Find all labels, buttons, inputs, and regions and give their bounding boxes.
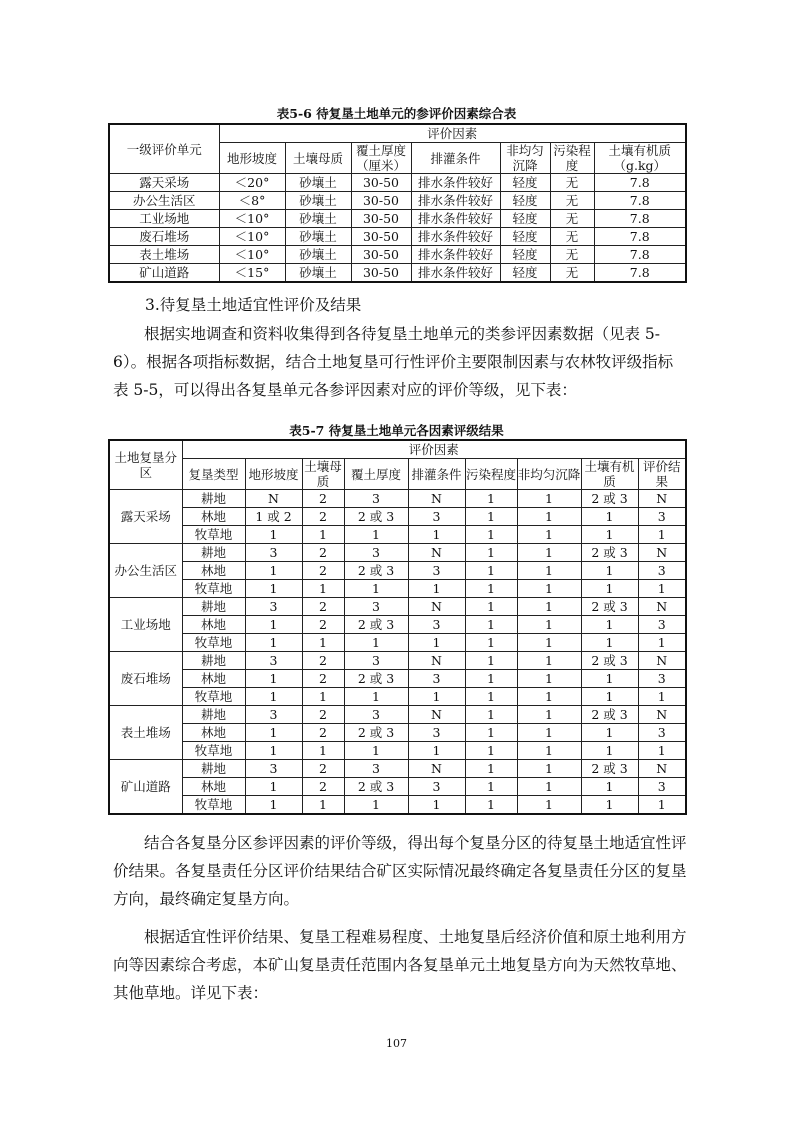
header-col-5: 污染程度 (550, 143, 594, 174)
table-cell: ＜10° (219, 210, 285, 228)
zone-name-cell: 办公生活区 (109, 544, 182, 598)
table-cell: 1 (465, 598, 517, 616)
table-cell: 无 (550, 264, 594, 283)
table-cell: ＜10° (219, 228, 285, 246)
table-cell: 3 (408, 778, 465, 796)
table-cell: 2 或 3 (344, 562, 408, 580)
table-cell: N (408, 760, 465, 778)
table-cell: 7.8 (594, 246, 686, 264)
table-cell: 3 (344, 544, 408, 562)
table-cell: 2 (302, 724, 344, 742)
table-cell: 砂壤土 (285, 210, 351, 228)
table-cell: 1 (638, 526, 686, 544)
table-cell: 林地 (182, 778, 245, 796)
header-col-6: 土壤有机质（g.kg） (594, 143, 686, 174)
table-cell: 30-50 (351, 228, 411, 246)
table-cell: 砂壤土 (285, 264, 351, 283)
table-cell: ＜8° (219, 192, 285, 210)
table-cell: 表土堆场 (109, 246, 219, 264)
table-cell: 1 (517, 598, 581, 616)
table-cell: 1 (465, 544, 517, 562)
table-cell: 1 (581, 580, 638, 598)
table-cell: 1 (344, 796, 408, 815)
table-cell: 1 (581, 742, 638, 760)
table-cell: 2 或 3 (581, 706, 638, 724)
table-cell: 2 或 3 (581, 544, 638, 562)
table-cell: 1 (517, 490, 581, 508)
table-cell: N (638, 490, 686, 508)
table-row (109, 598, 686, 616)
table-cell: 1 (465, 526, 517, 544)
table57-caption: 表5-7 待复垦土地单元各因素评级结果 (289, 423, 504, 438)
table-cell: 无 (550, 246, 594, 264)
table-cell: N (638, 544, 686, 562)
table-cell: 1 (638, 580, 686, 598)
table-cell: 30-50 (351, 210, 411, 228)
table-cell: 1 (344, 634, 408, 652)
table-cell: 2 或 3 (581, 652, 638, 670)
table-cell: 1 (302, 742, 344, 760)
table-cell: 耕地 (182, 490, 245, 508)
table-row (109, 652, 686, 670)
table-cell: 1 (638, 796, 686, 815)
table-cell: ＜10° (219, 246, 285, 264)
table-row (109, 616, 686, 634)
header-col-2: 覆土厚度（厘米） (351, 143, 411, 174)
table-cell: 牧草地 (182, 742, 245, 760)
table-cell: 1 (302, 526, 344, 544)
table-cell: 1 (581, 562, 638, 580)
table-cell: 砂壤土 (285, 192, 351, 210)
table-cell: 轻度 (500, 210, 550, 228)
table-cell: 排水条件较好 (411, 264, 500, 283)
table-cell: 1 (408, 796, 465, 815)
table-cell: N (638, 706, 686, 724)
table-cell: 3 (638, 778, 686, 796)
table-cell: 1 (581, 778, 638, 796)
table-cell: 林地 (182, 562, 245, 580)
table-cell: 2 或 3 (344, 670, 408, 688)
header-zone: 土地复垦分区 (109, 440, 182, 490)
table-cell: 1 (517, 724, 581, 742)
table-cell: 1 (638, 688, 686, 706)
table-cell: 牧草地 (182, 634, 245, 652)
table-cell: 1 (581, 616, 638, 634)
table-cell: 7.8 (594, 174, 686, 192)
header-col-3: 排灌条件 (411, 143, 500, 174)
table-cell: 林地 (182, 670, 245, 688)
table-cell: 7.8 (594, 228, 686, 246)
table-cell: 1 (344, 580, 408, 598)
table-cell: 3 (245, 598, 302, 616)
table-cell: 2 (302, 544, 344, 562)
table-cell: 排水条件较好 (411, 246, 500, 264)
table-cell: 1 (517, 526, 581, 544)
table-5-6 (108, 123, 687, 283)
table-row (109, 778, 686, 796)
header-col-2: 土壤母质 (302, 459, 344, 490)
table-cell: 1 (517, 544, 581, 562)
table-cell: 7.8 (594, 264, 686, 283)
zone-name-cell: 工业场地 (109, 598, 182, 652)
table-cell: 3 (638, 508, 686, 526)
table-cell: 7.8 (594, 210, 686, 228)
table-cell: 1 (517, 706, 581, 724)
table-cell: 耕地 (182, 706, 245, 724)
table-cell: 1 (465, 796, 517, 815)
table-cell: 1 (517, 760, 581, 778)
table-cell: 无 (550, 192, 594, 210)
table-cell: 3 (245, 706, 302, 724)
header-col-3: 覆土厚度 (344, 459, 408, 490)
table-cell: 废石堆场 (109, 228, 219, 246)
table-cell: 3 (408, 508, 465, 526)
table-cell: 1 (517, 616, 581, 634)
table-cell: 1 (581, 508, 638, 526)
table-cell: 1 (465, 562, 517, 580)
table-cell: 1 (638, 742, 686, 760)
table-cell: 30-50 (351, 246, 411, 264)
table-cell: 1 (245, 724, 302, 742)
table-cell: 1 (517, 508, 581, 526)
table-cell: 1 (302, 688, 344, 706)
table-cell: ＜20° (219, 174, 285, 192)
table-cell: 3 (638, 616, 686, 634)
table-cell: 轻度 (500, 264, 550, 283)
table-row (109, 580, 686, 598)
table-cell: 3 (344, 490, 408, 508)
table-cell: 2 或 3 (344, 778, 408, 796)
table-cell: 3 (408, 724, 465, 742)
table-cell: 2 (302, 508, 344, 526)
table-cell: 轻度 (500, 192, 550, 210)
table-row (109, 192, 686, 210)
table-cell: 1 (581, 634, 638, 652)
table-cell: 耕地 (182, 598, 245, 616)
table-cell: 1 (245, 742, 302, 760)
table-cell: 1 (465, 688, 517, 706)
table-cell: 2 (302, 652, 344, 670)
table-cell: 2 (302, 760, 344, 778)
paragraph-3: 根据适宜性评价结果、复垦工程难易程度、土地复垦后经济价值和原土地利用方向等因素综合考虑，本矿山复垦责任范围内各复垦单元土地复垦方向为天然牧草地、其他草地。详见下表： (113, 928, 687, 1002)
table-cell: 30-50 (351, 174, 411, 192)
table-cell: 林地 (182, 508, 245, 526)
table-cell: 牧草地 (182, 580, 245, 598)
table-cell: 1 (245, 796, 302, 815)
table-cell: 3 (638, 562, 686, 580)
zone-name-cell: 表土堆场 (109, 706, 182, 760)
table-cell: 1 (408, 580, 465, 598)
table-cell: 1 (465, 490, 517, 508)
table-cell: 1 (245, 688, 302, 706)
table-cell: 2 (302, 490, 344, 508)
zone-name-cell: 废石堆场 (109, 652, 182, 706)
table-row (109, 724, 686, 742)
table-cell: 轻度 (500, 228, 550, 246)
table-cell: 2 (302, 706, 344, 724)
table-cell: 1 (344, 688, 408, 706)
table-cell: 1 (517, 562, 581, 580)
table-cell: 无 (550, 210, 594, 228)
table-row (109, 562, 686, 580)
table-cell: 3 (344, 598, 408, 616)
table-cell: 1 (408, 526, 465, 544)
table-cell: 轻度 (500, 174, 550, 192)
table-cell: N (638, 598, 686, 616)
table-cell: 耕地 (182, 760, 245, 778)
table-cell: 林地 (182, 616, 245, 634)
header-col-4: 非均匀沉降 (500, 143, 550, 174)
table-cell: 2 (302, 598, 344, 616)
table-cell: 2 或 3 (344, 508, 408, 526)
table-cell: 3 (344, 760, 408, 778)
table-cell: 1 (517, 742, 581, 760)
table-row (109, 508, 686, 526)
table-cell: 3 (408, 562, 465, 580)
table-cell: 1 (344, 526, 408, 544)
table-cell: 1 (517, 796, 581, 815)
table-cell: 办公生活区 (109, 192, 219, 210)
table-cell: 7.8 (594, 192, 686, 210)
table-cell: 露天采场 (109, 174, 219, 192)
table-cell: 30-50 (351, 264, 411, 283)
table-cell: 林地 (182, 724, 245, 742)
table-cell: 1 (408, 742, 465, 760)
table-cell: 1 或 2 (245, 508, 302, 526)
header-col-0: 地形坡度 (219, 143, 285, 174)
table-cell: 2 或 3 (581, 598, 638, 616)
table-cell: 1 (408, 634, 465, 652)
table-cell: 1 (302, 634, 344, 652)
table-cell: 1 (245, 670, 302, 688)
table-5-7 (108, 439, 687, 815)
table-cell: 1 (465, 652, 517, 670)
table-cell: 2 或 3 (344, 616, 408, 634)
table-cell: 1 (245, 580, 302, 598)
header-col-5: 污染程度 (465, 459, 517, 490)
table-cell: 1 (245, 616, 302, 634)
table-cell: 排水条件较好 (411, 210, 500, 228)
table-row (109, 634, 686, 652)
table-cell: 2 (302, 778, 344, 796)
page-number: 107 (386, 1037, 407, 1050)
table-row (109, 210, 686, 228)
table-cell: N (245, 490, 302, 508)
table-cell: N (638, 652, 686, 670)
header-group: 评价因素 (219, 124, 686, 143)
table-row (109, 760, 686, 778)
table-cell: 1 (245, 562, 302, 580)
header-col-0: 复垦类型 (182, 459, 245, 490)
table-cell: 1 (517, 688, 581, 706)
table-cell: 3 (638, 724, 686, 742)
table-row (109, 706, 686, 724)
table-cell: 排水条件较好 (411, 228, 500, 246)
table-row (109, 526, 686, 544)
table-cell: 1 (465, 742, 517, 760)
table-cell: 工业场地 (109, 210, 219, 228)
table-cell: 砂壤土 (285, 246, 351, 264)
table-cell: 排水条件较好 (411, 174, 500, 192)
table-cell: 1 (517, 670, 581, 688)
table-cell: 1 (465, 670, 517, 688)
table-cell: 3 (245, 760, 302, 778)
table-cell: 2 或 3 (581, 760, 638, 778)
table-row (109, 264, 686, 283)
table-cell: 耕地 (182, 544, 245, 562)
table-cell: 1 (302, 580, 344, 598)
table-row (109, 490, 686, 508)
zone-name-cell: 露天采场 (109, 490, 182, 544)
table-cell: 1 (517, 634, 581, 652)
table-row (109, 796, 686, 815)
header-unit: 一级评价单元 (109, 124, 219, 174)
table-row (109, 174, 686, 192)
table-cell: N (408, 490, 465, 508)
table-cell: 无 (550, 228, 594, 246)
table-cell: 1 (517, 652, 581, 670)
table-cell: 1 (465, 778, 517, 796)
table-cell: 1 (465, 706, 517, 724)
table-cell: 1 (581, 526, 638, 544)
table-cell: 1 (581, 670, 638, 688)
table-cell: N (408, 598, 465, 616)
header-col-4: 排灌条件 (408, 459, 465, 490)
table-cell: 1 (408, 688, 465, 706)
table-cell: 3 (344, 706, 408, 724)
table-cell: 2 (302, 562, 344, 580)
table-cell: 2 或 3 (581, 490, 638, 508)
table-cell: 30-50 (351, 192, 411, 210)
table-cell: 3 (408, 670, 465, 688)
table-cell: N (408, 706, 465, 724)
table-cell: 1 (465, 508, 517, 526)
header-col-1: 地形坡度 (245, 459, 302, 490)
table-row (109, 544, 686, 562)
table-row (109, 228, 686, 246)
table-cell: 3 (344, 652, 408, 670)
header-col-7: 土壤有机质 (581, 459, 638, 490)
table-cell: 3 (245, 652, 302, 670)
table-cell: 矿山道路 (109, 264, 219, 283)
table-cell: 1 (581, 688, 638, 706)
table-cell: 1 (465, 724, 517, 742)
table-cell: 3 (245, 544, 302, 562)
table-cell: 1 (581, 796, 638, 815)
table-cell: 1 (344, 742, 408, 760)
table-cell: 1 (465, 634, 517, 652)
table-cell: 无 (550, 174, 594, 192)
table-cell: N (408, 544, 465, 562)
table56-caption: 表5-6 待复垦土地单元的参评价因素综合表 (276, 106, 517, 121)
table-cell: 1 (465, 580, 517, 598)
table-cell: 轻度 (500, 246, 550, 264)
paragraph-2: 结合各复垦分区参评因素的评价等级，得出每个复垦分区的待复垦土地适宜性评价结果。各复垦责任分区评价结果结合矿区实际情况最终确定各复垦责任分区的复垦方向，最终确定复垦方向。 (113, 834, 687, 908)
table-cell: 牧草地 (182, 688, 245, 706)
header-col-1: 土壤母质 (285, 143, 351, 174)
section-heading: 3.待复垦土地适宜性评价及结果 (145, 296, 362, 314)
table-cell: 砂壤土 (285, 174, 351, 192)
table-cell: 1 (245, 526, 302, 544)
paragraph-1: 根据实地调查和资料收集得到各待复垦土地单元的类参评因素数据（见表 5-6）。根据各项指标数据，结合土地复垦可行性评价主要限制因素与农林牧评级指标表 5-5，可以得出各复垦单元各参评因素对应的评价等级，见下表： (113, 325, 674, 399)
header-group-57: 评价因素 (182, 440, 686, 459)
table-cell: 1 (302, 796, 344, 815)
table-cell: 1 (245, 778, 302, 796)
table-cell: 1 (581, 724, 638, 742)
table-row (109, 246, 686, 264)
table-row (109, 670, 686, 688)
table-cell: 2 (302, 670, 344, 688)
table-cell: 耕地 (182, 652, 245, 670)
table-row (109, 688, 686, 706)
table-row (109, 742, 686, 760)
table-cell: N (638, 760, 686, 778)
table-cell: 1 (517, 580, 581, 598)
header-col-8: 评价结果 (638, 459, 686, 490)
zone-name-cell: 矿山道路 (109, 760, 182, 815)
table-cell: N (408, 652, 465, 670)
table-cell: 1 (465, 616, 517, 634)
table-cell: 牧草地 (182, 526, 245, 544)
table-cell: 砂壤土 (285, 228, 351, 246)
table-cell: 3 (408, 616, 465, 634)
table-cell: 1 (465, 760, 517, 778)
table-cell: ＜15° (219, 264, 285, 283)
table-cell: 2 或 3 (344, 724, 408, 742)
table-cell: 2 (302, 616, 344, 634)
table-cell: 排水条件较好 (411, 192, 500, 210)
table-cell: 1 (638, 634, 686, 652)
table-cell: 1 (517, 778, 581, 796)
table-cell: 1 (245, 634, 302, 652)
table-cell: 牧草地 (182, 796, 245, 815)
header-col-6: 非均匀沉降 (517, 459, 581, 490)
table-cell: 3 (638, 670, 686, 688)
